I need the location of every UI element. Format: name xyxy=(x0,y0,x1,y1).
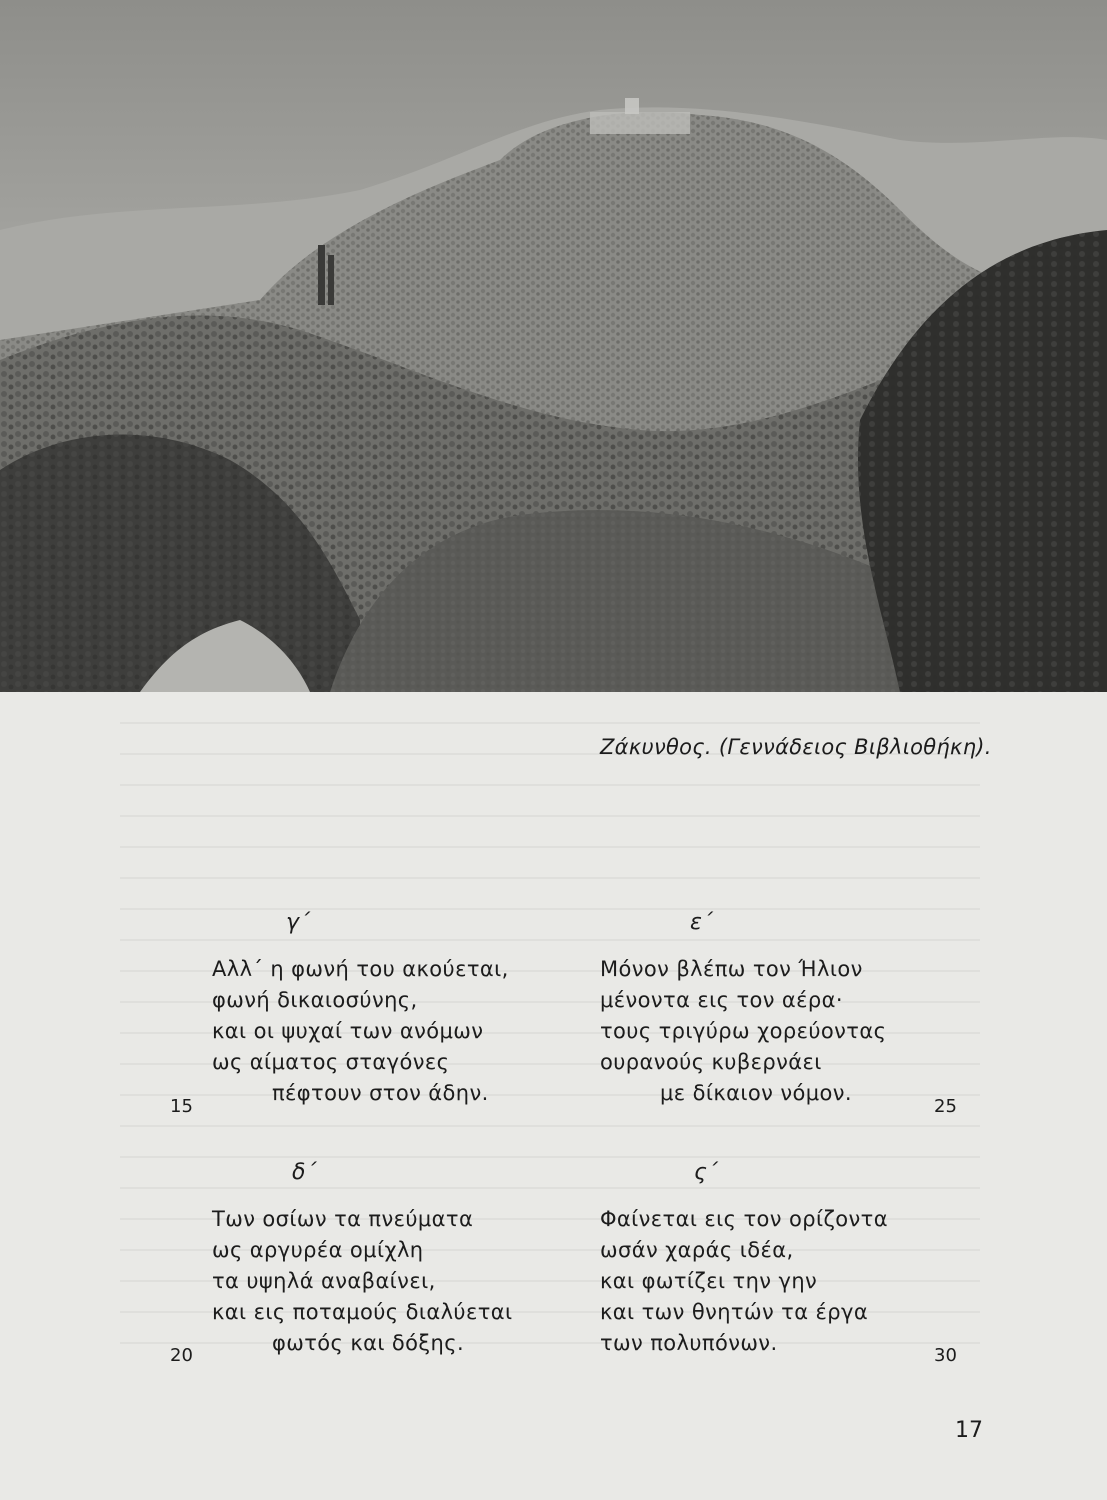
verse-line: τα υψηλά αναβαίνει, xyxy=(212,1269,436,1293)
verse-line: των πολυπόνων. xyxy=(600,1331,778,1355)
verse-line: φωνή δικαιοσύνης, xyxy=(212,988,418,1012)
verse-line: και οι ψυχαί των ανόμων xyxy=(212,1019,484,1043)
verse-line: και των θνητών τα έργα xyxy=(600,1300,869,1324)
verse-line: πέφτουν στον άδην. xyxy=(272,1081,489,1105)
stanza xyxy=(600,1204,888,1359)
verse-line: Μόνον βλέπω τον Ήλιον xyxy=(600,957,863,981)
stanza-number: δ΄ xyxy=(292,1160,317,1185)
line-number: 20 xyxy=(170,1345,193,1366)
verse-line: ωσάν χαράς ιδέα, xyxy=(600,1238,794,1262)
page-number: 17 xyxy=(955,1418,983,1443)
verse-line: μένοντα εις τον αέρα· xyxy=(600,988,843,1012)
verse-line: ως αργυρέα ομίχλη xyxy=(212,1238,424,1262)
line-number: 15 xyxy=(170,1096,193,1117)
verse-line: ως αίματος σταγόνες xyxy=(212,1050,450,1074)
landscape-engraving xyxy=(0,0,1107,692)
stanza-number: ς΄ xyxy=(694,1160,718,1185)
verse-line: ουρανούς κυβερνάει xyxy=(600,1050,822,1074)
stanza xyxy=(212,954,509,1109)
verse-line: και εις ποταμούς διαλύεται xyxy=(212,1300,513,1324)
verse-line: φωτός και δόξης. xyxy=(272,1331,465,1355)
verse-line: και φωτίζει την γην xyxy=(600,1269,818,1293)
verse-line: τους τριγύρω χορεύοντας xyxy=(600,1019,887,1043)
verse-line: Των οσίων τα πνεύματα xyxy=(212,1207,474,1231)
stanza xyxy=(212,1204,513,1359)
stanza-number: ε΄ xyxy=(690,910,713,935)
figure-caption: Ζάκυνθος. (Γεννάδειος Βιβλιοθήκη). xyxy=(600,735,992,759)
line-number: 25 xyxy=(934,1096,957,1117)
stanza xyxy=(600,954,886,1109)
verse-line: με δίκαιον νόμον. xyxy=(660,1081,852,1105)
line-number: 30 xyxy=(934,1345,957,1366)
stanza-number: γ΄ xyxy=(286,910,311,935)
verse-line: Φαίνεται εις τον ορίζοντα xyxy=(600,1207,888,1231)
landscape-drawing xyxy=(0,0,1107,692)
verse-line: Αλλ΄ η φωνή του ακούεται, xyxy=(212,957,509,981)
